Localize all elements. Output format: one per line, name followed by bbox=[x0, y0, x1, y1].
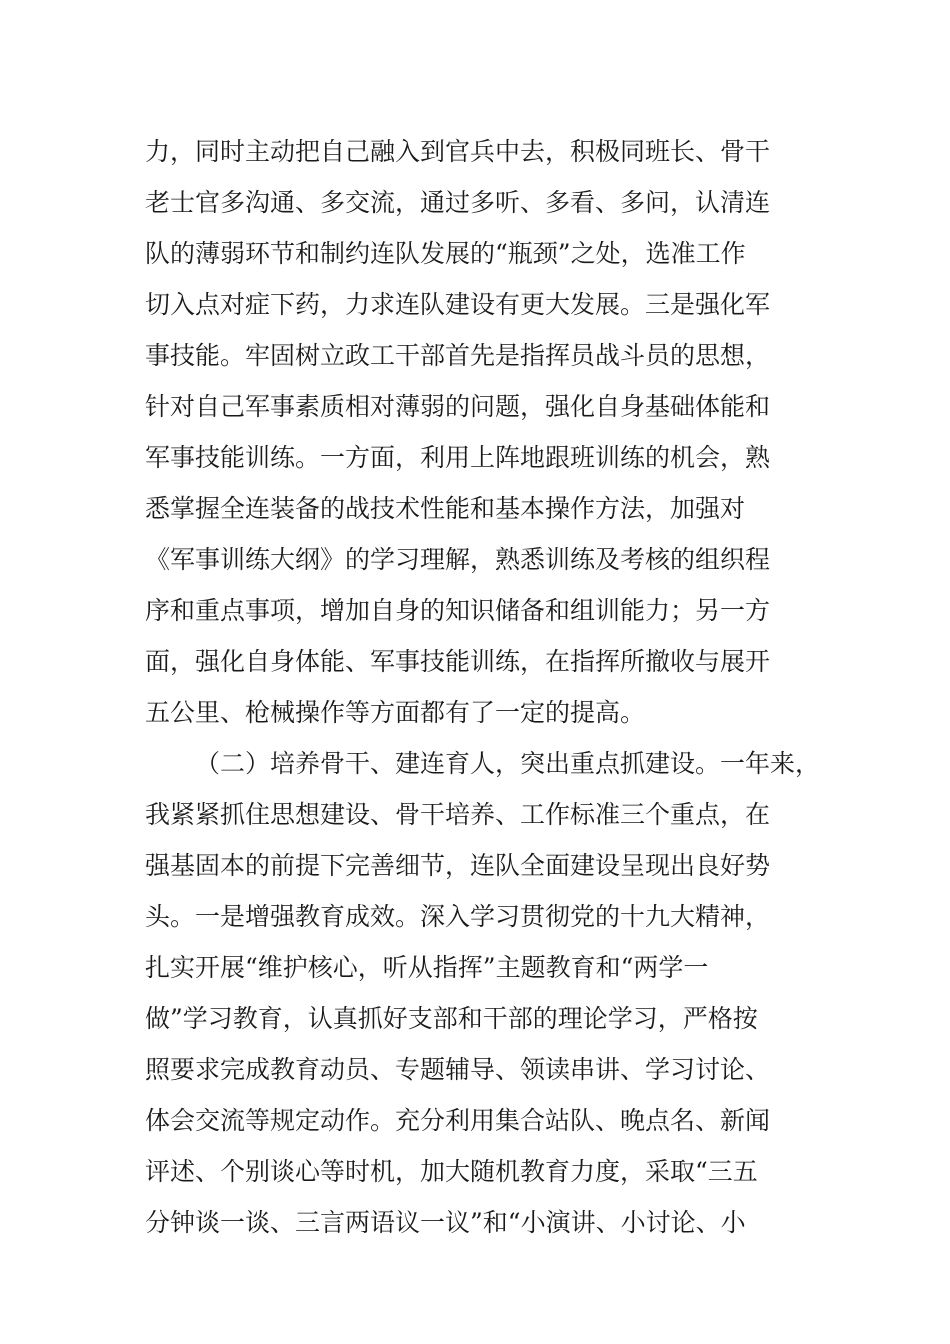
text-line: 体会交流等规定动作。充分利用集合站队、晚点名、新闻 bbox=[145, 1106, 771, 1135]
text-line: 切入点对症下药，力求连队建设有更大发展。三是强化军 bbox=[145, 290, 771, 319]
text-line: 悉掌握全连装备的战技术性能和基本操作方法，加强对 bbox=[145, 494, 746, 523]
text-line: 军事技能训练。一方面，利用上阵地跟班训练的机会，熟 bbox=[145, 443, 771, 472]
text-line: 面，强化自身体能、军事技能训练，在指挥所撤收与展开 bbox=[145, 647, 771, 676]
text-line: 事技能。牢固树立政工干部首先是指挥员战斗员的思想， bbox=[145, 341, 771, 370]
body-text bbox=[145, 126, 845, 1248]
text-line: 做”学习教育，认真抓好支部和干部的理论学习，严格按 bbox=[145, 1004, 758, 1033]
text-line: 老士官多沟通、多交流，通过多听、多看、多问，认清连 bbox=[145, 188, 771, 217]
text-line: 分钟谈一谈、三言两语议一议”和“小演讲、小讨论、小 bbox=[145, 1208, 746, 1237]
text-line: 序和重点事项，增加自身的知识储备和组训能力；另一方 bbox=[145, 596, 771, 625]
text-line: 力，同时主动把自己融入到官兵中去，积极同班长、骨干 bbox=[145, 137, 771, 166]
text-line: 队的薄弱环节和制约连队发展的“瓶颈”之处，选准工作 bbox=[145, 239, 746, 268]
text-line: 头。一是增强教育成效。深入学习贯彻党的十九大精神， bbox=[145, 902, 771, 931]
text-line: 评述、个别谈心等时机，加大随机教育力度，采取“三五 bbox=[145, 1157, 758, 1186]
text-line: 五公里、枪械操作等方面都有了一定的提高。 bbox=[145, 698, 646, 727]
text-line: 我紧紧抓住思想建设、骨干培养、工作标准三个重点，在 bbox=[145, 800, 771, 829]
text-line: 《军事训练大纲》的学习理解，熟悉训练及考核的组织程 bbox=[145, 545, 771, 574]
text-line: 照要求完成教育动员、专题辅导、领读串讲、学习讨论、 bbox=[145, 1055, 771, 1084]
text-line: 针对自己军事素质相对薄弱的问题，强化自身基础体能和 bbox=[145, 392, 771, 421]
text-line: 扎实开展“维护核心，听从指挥”主题教育和“两学一 bbox=[145, 953, 709, 982]
text-line: 强基固本的前提下完善细节，连队全面建设呈现出良好势 bbox=[145, 851, 771, 880]
paragraph-heading-line: （二）培养骨干、建连育人，突出重点抓建设。一年来， bbox=[195, 749, 821, 778]
